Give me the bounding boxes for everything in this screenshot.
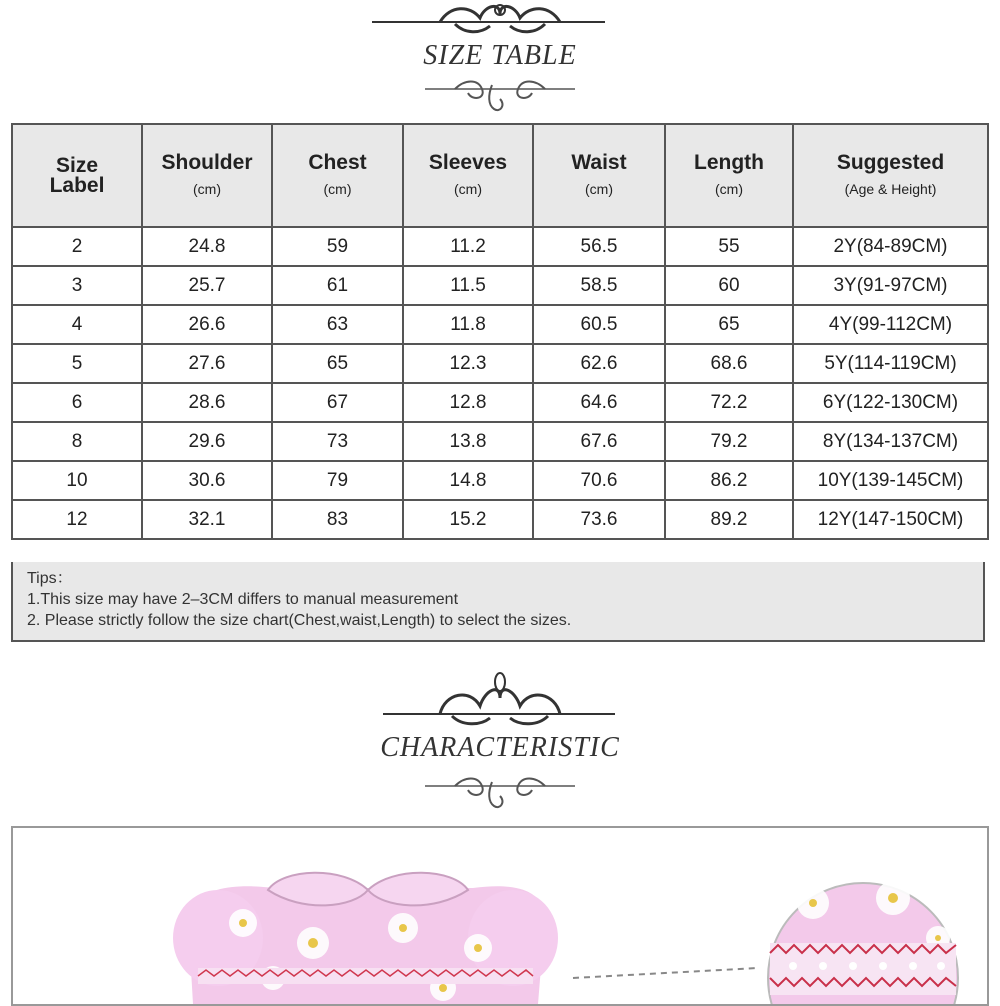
table-row [12,266,988,305]
table-cell: 28.6 [142,383,272,422]
header-shoulder [142,124,272,227]
table-cell: 29.6 [142,422,272,461]
flourish-ornament-under-characteristic [0,770,1000,812]
flourish-ornament-top [0,0,1000,40]
header-label: Waist [571,150,627,174]
table-cell: 12Y(147-150CM) [793,500,988,539]
tips-heading: Tips： [27,570,73,587]
table-cell: 65 [665,305,793,344]
table-cell: 13.8 [403,422,533,461]
table-cell: 3Y(91-97CM) [793,266,988,305]
flourish-ornament-characteristic [0,668,1000,730]
table-cell: 6Y(122-130CM) [793,383,988,422]
header-unit: (Age & Height) [844,180,937,197]
table-cell: 10Y(139-145CM) [793,461,988,500]
characteristic-title: CHARACTERISTIC [380,732,620,763]
header-label: Shoulder [161,150,253,174]
table-row [12,500,988,539]
table-cell: 24.8 [142,227,272,266]
table-cell: 56.5 [533,227,665,266]
table-cell: 11.2 [403,227,533,266]
table-cell: 11.5 [403,266,533,305]
table-cell: 10 [12,461,142,500]
table-cell: 32.1 [142,500,272,539]
table-cell: 89.2 [665,500,793,539]
table-row [12,344,988,383]
header-unit: (cm) [323,180,352,197]
table-cell: 26.6 [142,305,272,344]
table-cell: 3 [12,266,142,305]
table-cell: 73 [272,422,403,461]
table-header-row [12,124,988,227]
table-cell: 4Y(99-112CM) [793,305,988,344]
table-cell: 79.2 [665,422,793,461]
table-row [12,422,988,461]
table-cell: 60.5 [533,305,665,344]
header-unit: (cm) [715,180,743,197]
table-row [12,305,988,344]
tips-box [11,562,985,642]
tips-line-1: 1.This size may have 2–3CM differs to manual measurement [27,591,459,608]
table-row [12,227,988,266]
header-suggested [793,124,988,227]
header-unit: (cm) [585,180,613,197]
table-cell: 73.6 [533,500,665,539]
table-cell: 68.6 [665,344,793,383]
table-cell: 4 [12,305,142,344]
table-row [12,383,988,422]
table-cell: 61 [272,266,403,305]
table-cell: 12.3 [403,344,533,383]
size-table-title: SIZE TABLE [423,40,577,71]
table-cell: 63 [272,305,403,344]
table-cell: 62.6 [533,344,665,383]
table-cell: 8 [12,422,142,461]
table-cell: 59 [272,227,403,266]
table-cell: 30.6 [142,461,272,500]
table-cell: 5Y(114-119CM) [793,344,988,383]
header-unit: (cm) [193,180,221,197]
header-label: Suggested [836,150,945,174]
product-photo-frame [11,826,989,1006]
table-cell: 67 [272,383,403,422]
table-cell: 11.8 [403,305,533,344]
table-cell: 72.2 [665,383,793,422]
header-label: Length [694,150,764,174]
table-cell: 12.8 [403,383,533,422]
table-cell: 67.6 [533,422,665,461]
header-size-label [12,124,142,227]
table-cell: 79 [272,461,403,500]
table-cell: 6 [12,383,142,422]
header-label: Size Label [49,153,105,197]
table-cell: 2Y(84-89CM) [793,227,988,266]
table-cell: 55 [665,227,793,266]
table-cell: 70.6 [533,461,665,500]
table-cell: 8Y(134-137CM) [793,422,988,461]
header-label: Sleeves [428,150,508,174]
table-cell: 83 [272,500,403,539]
table-cell: 12 [12,500,142,539]
table-cell: 27.6 [142,344,272,383]
header-sleeves [403,124,533,227]
table-cell: 15.2 [403,500,533,539]
table-cell: 65 [272,344,403,383]
table-cell: 60 [665,266,793,305]
table-cell: 86.2 [665,461,793,500]
table-cell: 5 [12,344,142,383]
tips-line-2: 2. Please strictly follow the size chart(Chest,waist,Length) to select the sizes. [27,612,572,629]
table-cell: 14.8 [403,461,533,500]
header-label: Chest [308,150,367,174]
header-length [665,124,793,227]
dress-illustration [13,828,987,1004]
header-chest [272,124,403,227]
flourish-ornament-under-size-title [0,75,1000,115]
table-cell: 64.6 [533,383,665,422]
header-unit: (cm) [454,180,482,197]
table-row [12,461,988,500]
size-table [11,123,989,540]
table-cell: 2 [12,227,142,266]
table-cell: 58.5 [533,266,665,305]
table-cell: 25.7 [142,266,272,305]
header-waist [533,124,665,227]
